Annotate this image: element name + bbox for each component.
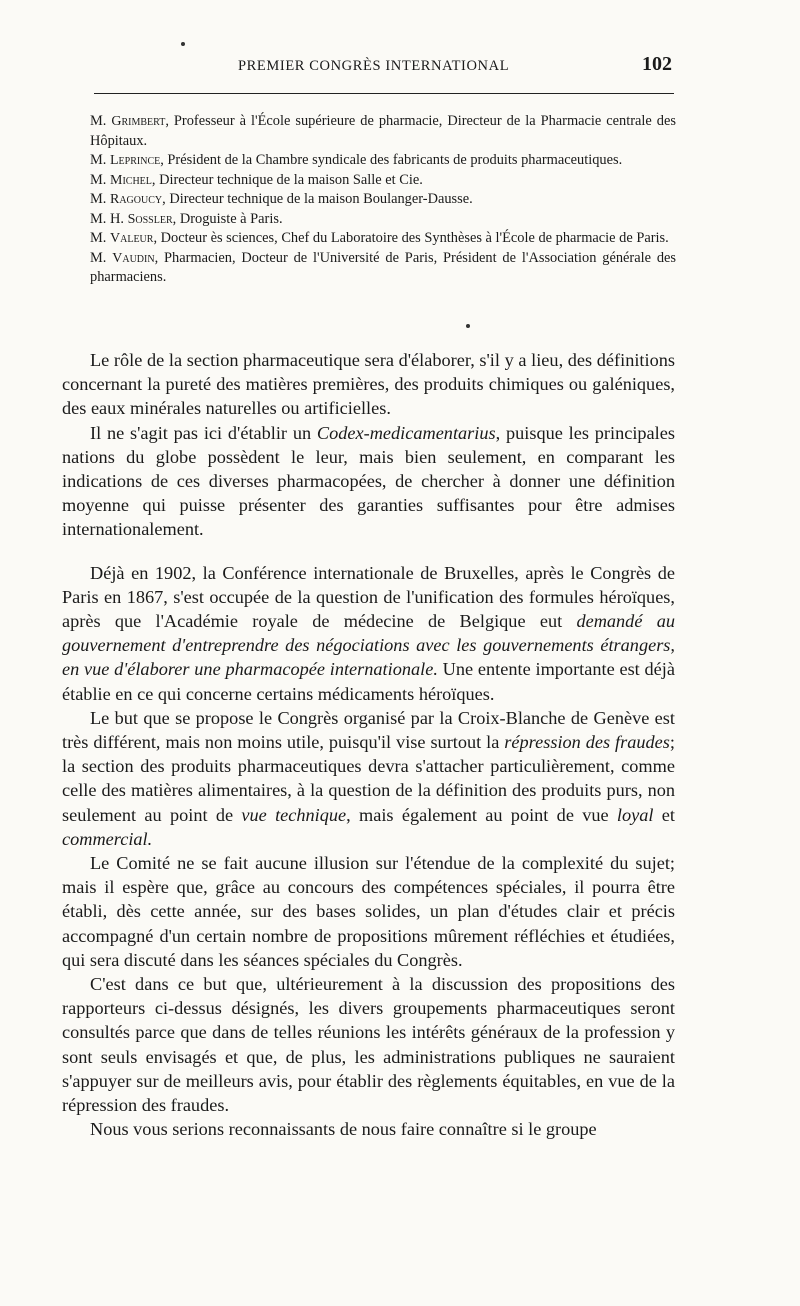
body-text [62, 348, 675, 1142]
paragraph: Le rôle de la section pharmaceutique sera d'élaborer, s'il y a lieu, des définitions concernant la pureté des matières premières, des produits chimiques ou galéniques, des eaux minérales naturelles ou artificielles. [62, 350, 675, 419]
paragraph: Il ne s'agit pas ici d'établir un Codex-medicamentarius, puisque les principales nations du globe possèdent le leur, mais bien seulement, en comparant les indications de ces diverses pharmacopées, de chercher à donner une définition moyenne qui puisse présenter des garanties suffisantes pour être admises internationalement. [62, 422, 675, 540]
member-entry: M. Leprince, Président de la Chambre syndicale des fabricants de produits pharmaceutiques. [90, 152, 623, 168]
paragraph: Le Comité ne se fait aucune illusion sur l'étendue de la complexité du sujet; mais il espère que, grâce au concours des compétences spéciales, il pourra être établi, dès cette année, sur des bases solides, un plan d'études clair et précis accompagné d'un certain nombre de propositions mûrement réfléchies et étudiées, qui sera discuté dans les séances spéciales du Congrès. [62, 853, 675, 970]
member-entry: M. H. Sossler, Droguiste à Paris. [90, 210, 283, 227]
member-name: Sossler [127, 211, 173, 227]
member-name: Valeur [110, 231, 154, 246]
running-title: PREMIER CONGRÈS INTERNATIONAL [238, 58, 510, 74]
member-name: Ragoucy [110, 192, 163, 207]
print-speck [466, 324, 470, 328]
header-rule [94, 93, 674, 94]
paragraph: C'est dans ce but que, ultérieurement à la discussion des propositions des rapporteurs ci-dessus désignés, les divers groupements pharmaceutiques seront consultés parce que dans de telles réunions les intérêts généraux de la profession y sont seuls envisagés et que, de plus, les administrations publiques ne sauraient s'appuyer sur de meilleurs avis, pour établir des règlements équitables, en vue de la répression des fraudes. [62, 974, 675, 1116]
member-name: Leprince [110, 153, 161, 168]
page-number: 102 [642, 53, 672, 75]
member-entry: M. Michel, Directeur technique de la maison Salle et Cie. [90, 171, 423, 188]
member-list [90, 112, 676, 288]
member-entry: M. Vaudin, Pharmacien, Docteur de l'Université de Paris, Président de l'Association générale des pharmaciens. [90, 249, 677, 285]
member-name: Michel [110, 172, 152, 188]
print-speck [181, 42, 185, 46]
paragraph: Nous vous serions reconnaissants de nous faire connaître si le groupe [90, 1119, 597, 1140]
member-entry: M. Valeur, Docteur ès sciences, Chef du Laboratoire des Synthèses à l'École de pharmacie de Paris. [90, 230, 669, 246]
member-name: Grimbert [111, 114, 166, 129]
member-name: Vaudin [112, 250, 155, 266]
paragraph: Déjà en 1902, la Conférence internationale de Bruxelles, après le Congrès de Paris en 1867, s'est occupée de la question de l'unification des formules héroïques, après que l'Académie royale de médecine de Belgique eut demandé au gouvernement d'entreprendre des négociations avec les gouvernements étrangers, en vue d'élaborer une pharmacopée internationale. Une entente importante est déjà établie en ce qui concerne certains médicaments héroïques. [62, 562, 675, 704]
page-header [94, 53, 672, 84]
member-entry: M. Ragoucy, Directeur technique de la maison Boulanger-Dausse. [90, 191, 473, 207]
paragraph: Le but que se propose le Congrès organisé par la Croix-Blanche de Genève est très différent, mais non moins utile, puisqu'il vise surtout la répression des fraudes; la section des produits pharmaceutiques devra s'attacher particulièrement, comme celle des matières alimentaires, à la question de la définition des produits purs, non seulement au point de vue technique, mais également au point de vue loyal et commercial. [62, 707, 675, 849]
member-entry: M. Grimbert, Professeur à l'École supérieure de pharmacie, Directeur de la Pharmacie centrale des Hôpitaux. [90, 113, 676, 149]
